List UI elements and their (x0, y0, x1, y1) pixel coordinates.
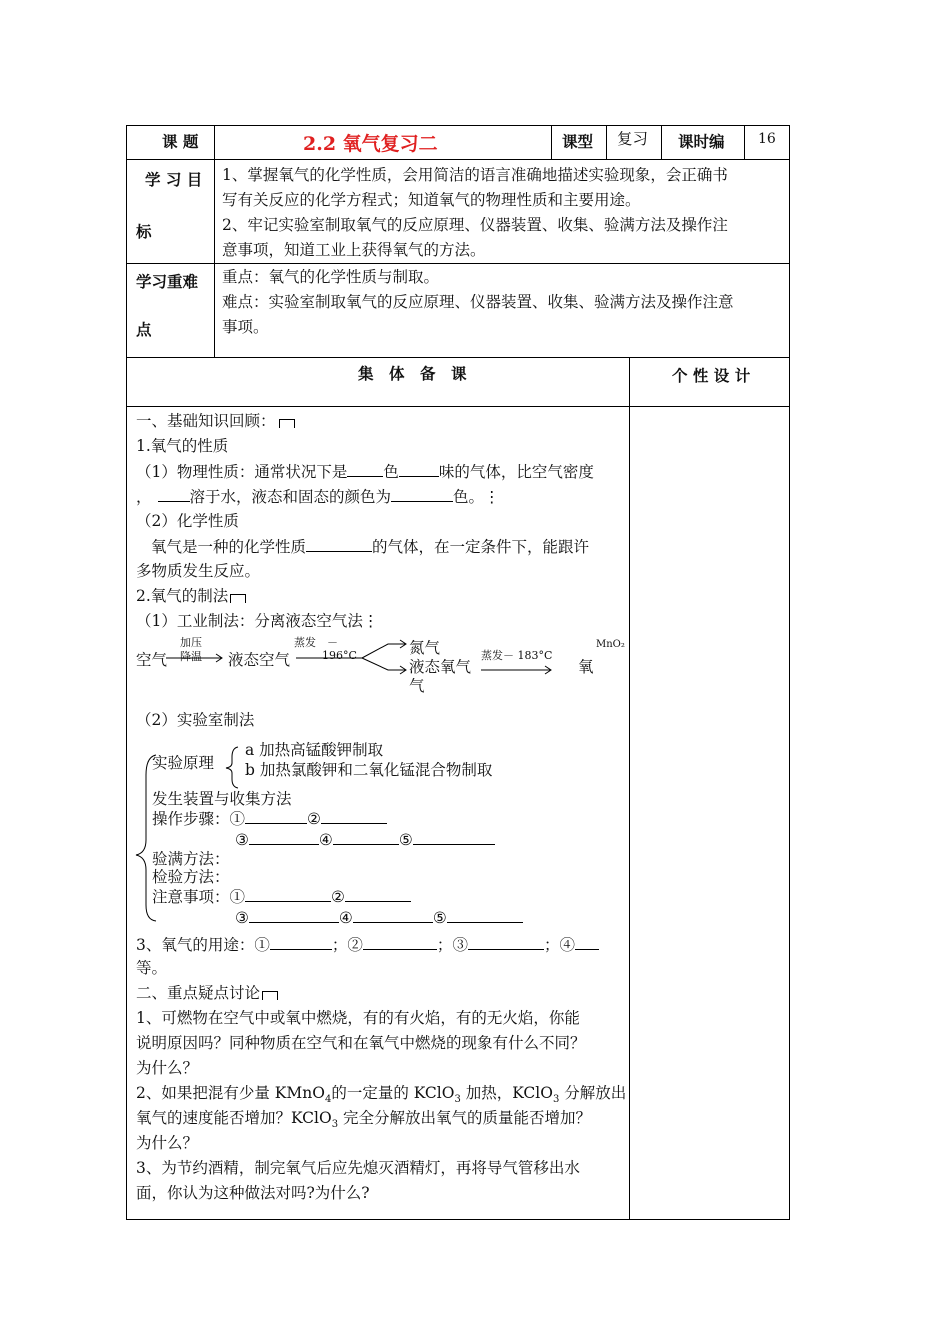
steps-line-1: 操作步骤：① ② (152, 806, 387, 832)
goals-line-4: 意事项，知道工业上获得氧气的方法。 (222, 241, 486, 259)
uses-line: 3、氧气的用途：① ；② ；③ ；④ (136, 932, 599, 958)
principle-label: 实验原理 (152, 754, 215, 772)
check-full-label: 验满方法： (152, 850, 230, 868)
principle-a: a 加热高锰酸钾制取 (245, 741, 384, 759)
subsection-properties: 1.氧气的性质 (136, 437, 229, 455)
flow-air: 空气 (136, 651, 168, 669)
flow-liquid-air: 液态空气 (228, 651, 291, 669)
page-title: 2.2 氧气复习二 (303, 133, 438, 155)
collective-header: 集 体 备 课 (358, 364, 467, 383)
check-test-label: 检验方法： (152, 868, 230, 886)
subsection-preparation: 2.氧气的制法 (136, 584, 246, 609)
flow-cool: 降温 (180, 650, 202, 663)
flow-pressurize: 加压 (180, 636, 202, 649)
section-1-title: 一、基础知识回顾： (136, 409, 295, 434)
notes-line-2: ③ ④ ⑤ (235, 905, 523, 931)
physical-property-line-2: ， 溶于水，液态和固态的颜色为 色。⋮ (136, 484, 500, 510)
goals-label-end: 标 (136, 222, 152, 241)
goals-line-3: 2、牢记实验室制取氧气的反应原理、仪器装置、收集、验满方法及操作注 (222, 216, 728, 234)
hours-label: 课时编 (678, 132, 725, 151)
goals-line-1: 1、掌握氧气的化学性质，会用简洁的语言准确地描述实验现象，会正确书 (222, 166, 728, 184)
physical-property-line: （1）物理性质：通常状况下是 色 味的气体，比空气密度 (136, 459, 594, 485)
chemical-property-title: （2）化学性质 (136, 512, 239, 530)
type-label: 课型 (562, 132, 594, 151)
flow-oxygen: 氧 (578, 658, 594, 676)
flow-temp-1: 196°C (322, 649, 357, 662)
flow-evaporate-1: 蒸发 － (294, 636, 338, 649)
apparatus-label: 发生装置与收集方法 (152, 790, 292, 808)
question-3-line-2: 面，你认为这种做法对吗?为什么? (136, 1184, 370, 1202)
hours-value: 16 (758, 131, 776, 147)
flow-mno2: MnO₂ (596, 639, 625, 650)
question-1-line-1: 1、可燃物在空气中或氧中燃烧，有的有火焰，有的无火焰，你能 (136, 1009, 580, 1027)
question-1-line-3: 为什么？ (136, 1059, 199, 1077)
focus-key-point: 重点：氧气的化学性质与制取。 (222, 268, 440, 286)
personal-header: 个 性 设 计 (672, 366, 751, 385)
section-2-title: 二、重点疑点讨论 (136, 981, 278, 1006)
uses-tail: 等。 (136, 959, 168, 977)
industrial-method: （1）工业制法：分离液态空气法⋮ (136, 612, 379, 630)
question-1-line-2: 说明原因吗？同种物质在空气和在氧气中燃烧的现象有什么不同？ (136, 1034, 586, 1052)
focus-difficulty: 难点：实验室制取氧气的反应原理、仪器装置、收集、验满方法及操作注意 (222, 293, 734, 311)
mark-glyph (230, 594, 246, 603)
focus-label: 学习重难 (136, 272, 199, 291)
topic-label: 课 题 (162, 132, 199, 151)
flow-nitrogen: 氮气 (409, 639, 441, 657)
focus-difficulty-cont: 事项。 (222, 318, 269, 336)
focus-label-end: 点 (136, 320, 152, 339)
type-value: 复习 (617, 130, 649, 148)
question-2-line-3: 为什么？ (136, 1134, 199, 1152)
question-3-line-1: 3、为节约酒精，制完氧气后应先熄灭酒精灯，再将导气管移出水 (136, 1159, 580, 1177)
mark-glyph (279, 419, 295, 428)
flow-liquid-oxygen-tail: 气 (409, 677, 425, 695)
lab-method: （2）实验室制法 (136, 711, 255, 729)
notes-line-1: 注意事项：① ② (152, 884, 411, 910)
flow-evaporate-2: 蒸发－ 183°C (481, 649, 553, 662)
question-2-line-1: 2、如果把混有少量 KMnO$_4$的一定量的 KClO$_3$ 加热，KClO$_3$ 分解放出 (136, 1084, 627, 1106)
steps-line-2: ③ ④ ⑤ (235, 827, 495, 853)
goals-label: 学 习 目 (145, 170, 203, 189)
chemical-property-line-2: 多物质发生反应。 (136, 562, 261, 580)
chemical-property-line: 氧气是一种的化学性质 的气体，在一定条件下，能跟许 (151, 534, 589, 560)
flow-liquid-oxygen: 液态氧气 (409, 658, 472, 676)
goals-line-2: 写有关反应的化学方程式；知道氧气的物理性质和主要用途。 (222, 191, 641, 209)
question-2-line-2: 氧气的速度能否增加？KClO$_3$ 完全分解放出氧气的质量能否增加？ (136, 1109, 592, 1131)
mark-glyph (262, 991, 278, 1000)
flow-arrows (126, 630, 629, 690)
principle-b: b 加热氯酸钾和二氧化锰混合物制取 (245, 761, 493, 779)
